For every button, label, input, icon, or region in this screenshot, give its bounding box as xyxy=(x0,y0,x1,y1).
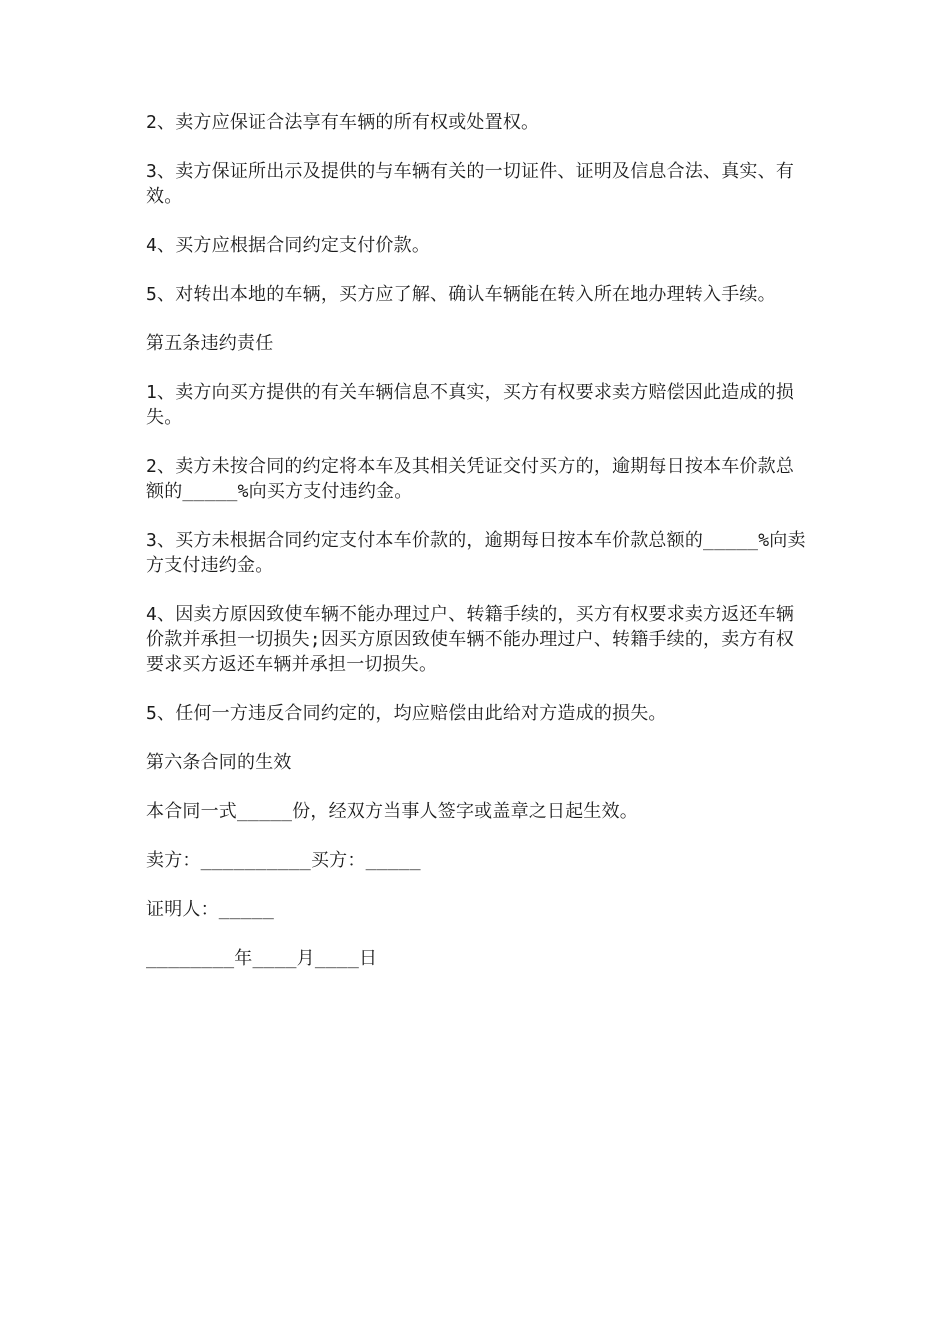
clause-buyer-transfer: 5、对转出本地的车辆，买方应了解、确认车辆能在转入所在地办理转入手续。 xyxy=(146,284,776,305)
signature-date: ________年____月____日 xyxy=(146,948,378,969)
signature-parties: 卖方：__________买方：_____ xyxy=(146,850,421,871)
breach-clause-1: 1、卖方向买方提供的有关车辆信息不真实，买方有权要求卖方赔偿因此造成的损失。 xyxy=(146,382,795,428)
document-body xyxy=(146,110,810,995)
breach-clause-2: 2、卖方未按合同的约定将本车及其相关凭证交付买方的，逾期每日按本车价款总额的_____%向买方支付违约金。 xyxy=(146,456,795,502)
signature-witness: 证明人：_____ xyxy=(146,899,274,920)
breach-clause-5: 5、任何一方违反合同约定的，均应赔偿由此给对方造成的损失。 xyxy=(146,703,667,724)
clause-seller-documents: 3、卖方保证所出示及提供的与车辆有关的一切证件、证明及信息合法、真实、有效。 xyxy=(146,161,795,207)
breach-clause-4: 4、因卖方原因致使车辆不能办理过户、转籍手续的，买方有权要求卖方返还车辆价款并承担一切损失;因买方原因致使车辆不能办理过户、转籍手续的，卖方有权要求买方返还车辆并承担一切损失。 xyxy=(146,604,795,675)
section-heading-breach: 第五条违约责任 xyxy=(146,333,274,354)
effect-clause: 本合同一式_____份，经双方当事人签字或盖章之日起生效。 xyxy=(146,801,638,822)
clause-buyer-payment: 4、买方应根据合同约定支付价款。 xyxy=(146,235,431,256)
clause-seller-ownership: 2、卖方应保证合法享有车辆的所有权或处置权。 xyxy=(146,112,540,133)
section-heading-effect: 第六条合同的生效 xyxy=(146,752,292,773)
breach-clause-3: 3、买方未根据合同约定支付本车价款的，逾期每日按本车价款总额的_____%向卖方支付违约金。 xyxy=(146,530,806,576)
